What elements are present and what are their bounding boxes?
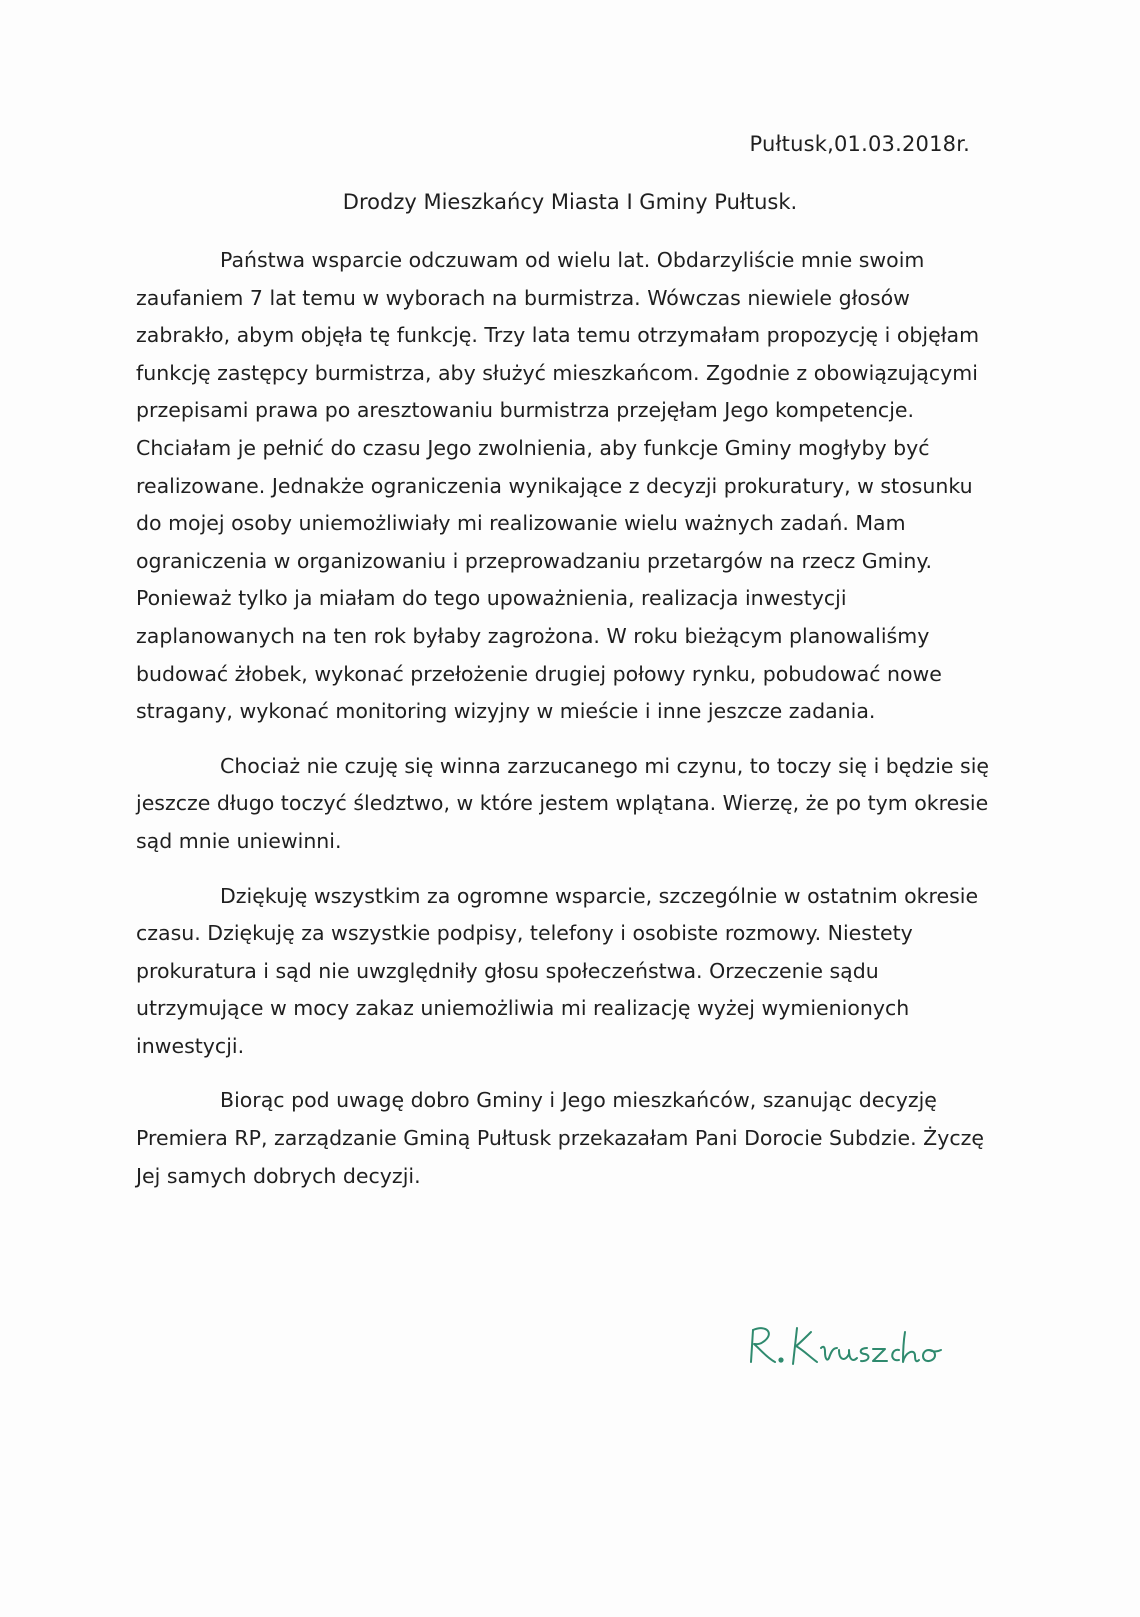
- paragraph-2: Chociaż nie czuję się winna zarzucanego mi czynu, to toczy się i będzie się jeszcze długo toczyć śledztwo, w które jestem wplątana. Wierzę, że po tym okresie sąd mnie uniewinni.: [136, 753, 990, 853]
- paragraph-1: Państwa wsparcie odczuwam od wielu lat. Obdarzyliście mnie swoim zaufaniem 7 lat temu w wyborach na burmistrza. Wówczas niewiele głosów zabrakło, abym objęła tę funkcję. Trzy lata temu otrzymałam propozycję i objęłam funkcję zastępcy burmistrza, aby służyć mieszkańcom. Zgodnie z obowiązującymi przepisami prawa po aresztowaniu burmistrza przejęłam Jego kompetencje. Chciałam je pełnić do czasu Jego zwolnienia, aby funkcje Gminy mogłyby być realizowane. Jednakże ograniczenia wynikające z decyzji prokuratury, w stosunku do mojej osoby uniemożliwiały mi realizowanie wielu ważnych zadań. Mam ograniczenia w organizowaniu i przeprowadzaniu przetargów na rzecz Gminy. Ponieważ tylko ja miałam do tego upoważnienia, realizacja inwestycji zaplanowanych na ten rok byłaby zagrożona. W roku bieżącym planowaliśmy budować żłobek, wykonać przełożenie drugiej połowy rynku, pobudować nowe stragany, wykonać monitoring wizyjny w mieście i inne jeszcze zadania.: [136, 248, 980, 724]
- paragraph-3: Dziękuję wszystkim za ogromne wsparcie, szczególnie w ostatnim okresie czasu. Dziękuję za wszystkie podpisy, telefony i osobiste rozmowy. Niestety prokuratura i sąd nie uwzględniły głosu społeczeństwa. Orzeczenie sądu utrzymujące w mocy zakaz uniemożliwia mi realizację wyżej wymienionych inwestycji.: [136, 883, 979, 1058]
- letter-greeting: Drodzy Mieszkańcy Miasta I Gminy Pułtusk.: [342, 190, 798, 214]
- handwritten-signature: [745, 1318, 945, 1378]
- letter-body: [136, 242, 996, 1195]
- paragraph-4: Biorąc pod uwagę dobro Gminy i Jego mieszkańców, szanując decyzję Premiera RP, zarządzanie Gminą Pułtusk przekazałam Pani Dorocie Subdzie. Życzę Jej samych dobrych decyzji.: [136, 1088, 984, 1188]
- letter-date: Pułtusk,01.03.2018r.: [749, 132, 970, 156]
